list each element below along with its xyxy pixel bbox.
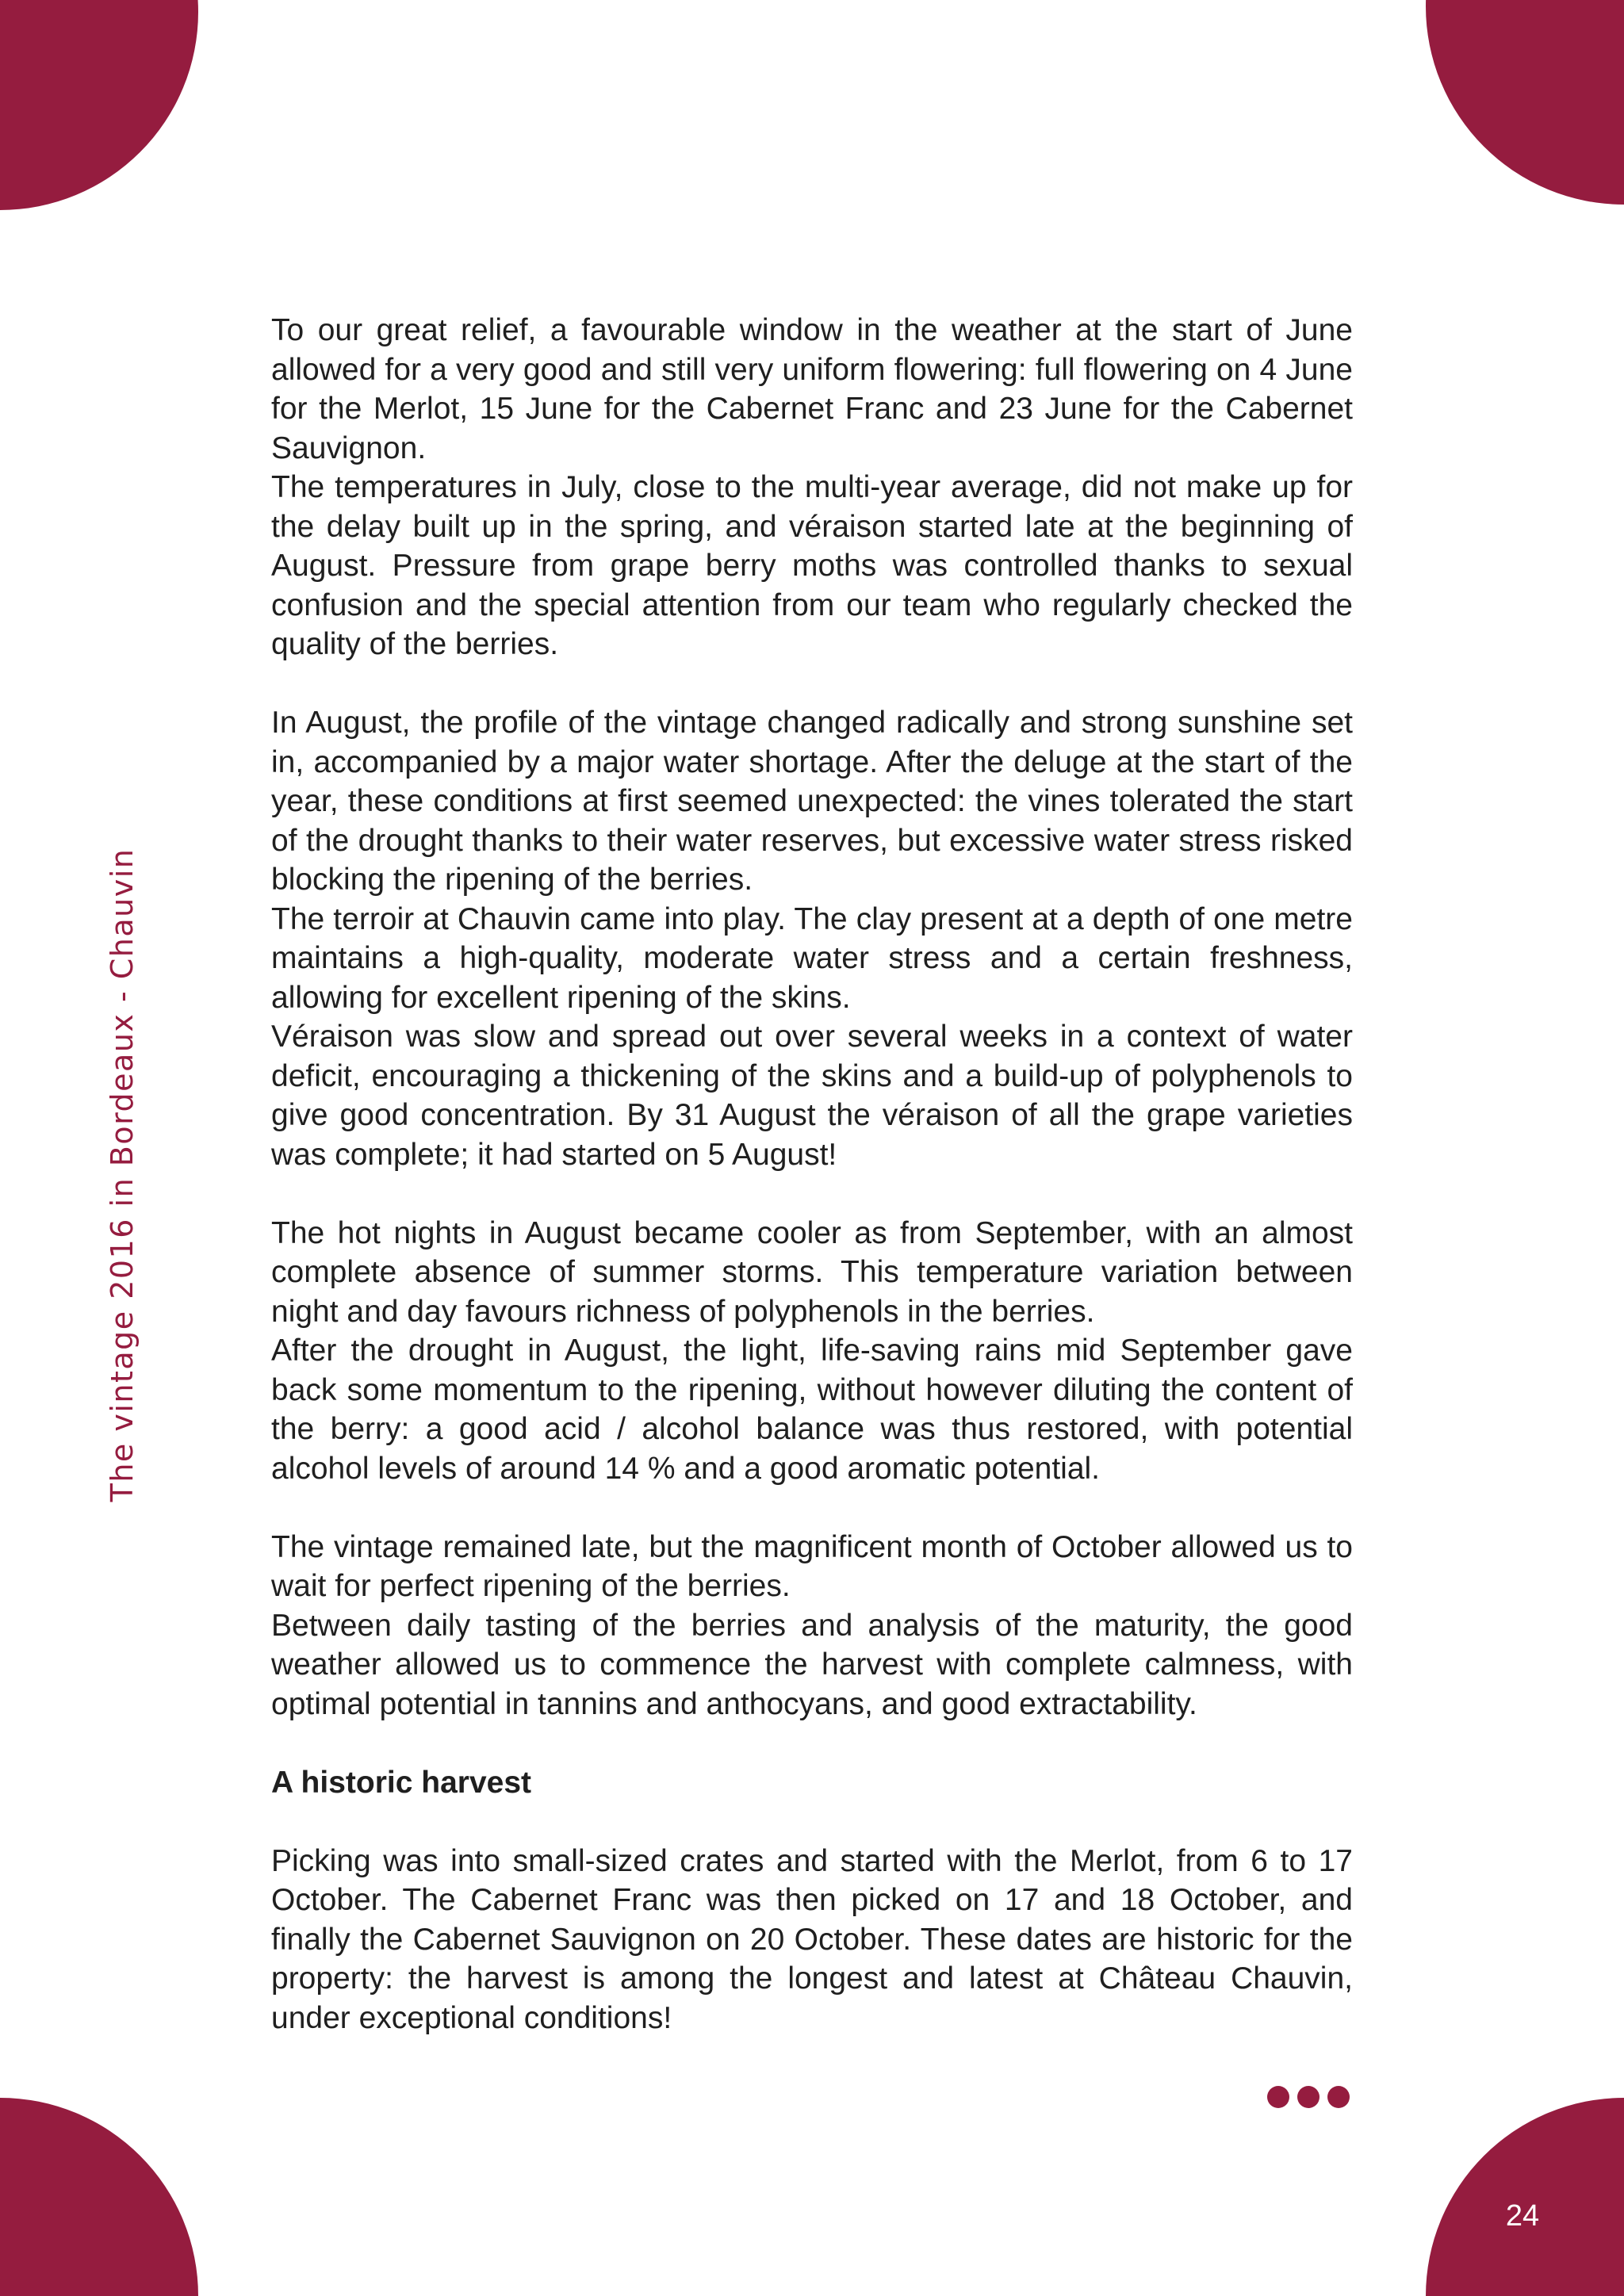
corner-circle-bottom-right [1426,2098,1624,2296]
paragraph-harvest-start: Between daily tasting of the berries and analysis of the maturity, the good weather allowed us to commence the harvest with complete calmness, with optimal potential in tannins and anthocyans, and good extractability. [271,1608,1353,1721]
paragraph-spacer [271,1174,1353,1214]
paragraph-spacer [271,1724,1353,1763]
side-title: The vintage 2016 in Bordeaux - Chauvin [105,848,140,1502]
paragraph-picking: Picking was into small-sized crates and started with the Merlot, from 6 to 17 October. The Cabernet Franc was then picked on 17 and 18 October, and finally the Cabernet Sauvignon on 20 October. These dates are historic for the property: the harvest is among the longest and latest at Château Chauvin, under exceptional conditions! [271,1843,1353,2035]
section-heading: A historic harvest [271,1765,531,1800]
corner-circle-top-left [0,0,198,210]
paragraph-spacer [271,1802,1353,1842]
paragraph-terroir: The terroir at Chauvin came into play. The clay present at a depth of one metre maintains a high-quality, moderate water stress and a certain freshness, allowing for excellent ripening of the skins. [271,901,1353,1015]
paragraph-spacer [271,1488,1353,1528]
dot-icon [1267,2086,1289,2108]
paragraph-spacer [271,664,1353,704]
corner-circle-top-right [1426,0,1624,205]
dot-icon [1327,2086,1350,2108]
paragraph-august-profile: In August, the profile of the vintage changed radically and strong sunshine set in, accompanied by a major water shortage. After the deluge at the start of the year, these conditions at first seemed unexpected: the vines tolerated the start of the drought thanks to their water reserves, but excessive water stress risked blocking the ripening of the berries. [271,706,1353,897]
ellipsis-dots [1267,2086,1350,2108]
corner-circle-bottom-left [0,2098,198,2296]
paragraph-july-temperatures: The temperatures in July, close to the multi-year average, did not make up for the delay built up in the spring, and véraison started late at the beginning of August. Pressure from grape berry moths was controlled thanks to sexual confusion and the special attention from our team who regularly checked the quality of the berries. [271,470,1353,661]
page-number: 24 [1505,2199,1540,2233]
paragraph-flowering: To our great relief, a favourable window in the weather at the start of June allowed for a very good and still very uniform flowering: full flowering on 4 June for the Merlot, 15 June for the Cabernet Franc and 23 June for the Cabernet Sauvignon. [271,313,1353,465]
dot-icon [1297,2086,1320,2108]
paragraph-september-rains: After the drought in August, the light, life-saving rains mid September gave back some momentum to the ripening, without however diluting the content of the berry: a good acid / alcohol balance was thus restored, with potential alcohol levels of around 14 % and a good aromatic potential. [271,1334,1353,1486]
paragraph-october: The vintage remained late, but the magnificent month of October allowed us to wait for perfect ripening of the berries. [271,1529,1353,1603]
paragraph-september-nights: The hot nights in August became cooler as from September, with an almost complete absence of summer storms. This temperature variation between night and day favours richness of polyphenols in the berries. [271,1215,1353,1329]
paragraph-veraison: Véraison was slow and spread out over several weeks in a context of water deficit, encouraging a thickening of the skins and a build-up of polyphenols to give good concentration. By 31 August the véraison of all the grape varieties was complete; it had started on 5 August! [271,1020,1353,1172]
article-body [271,311,1353,2038]
